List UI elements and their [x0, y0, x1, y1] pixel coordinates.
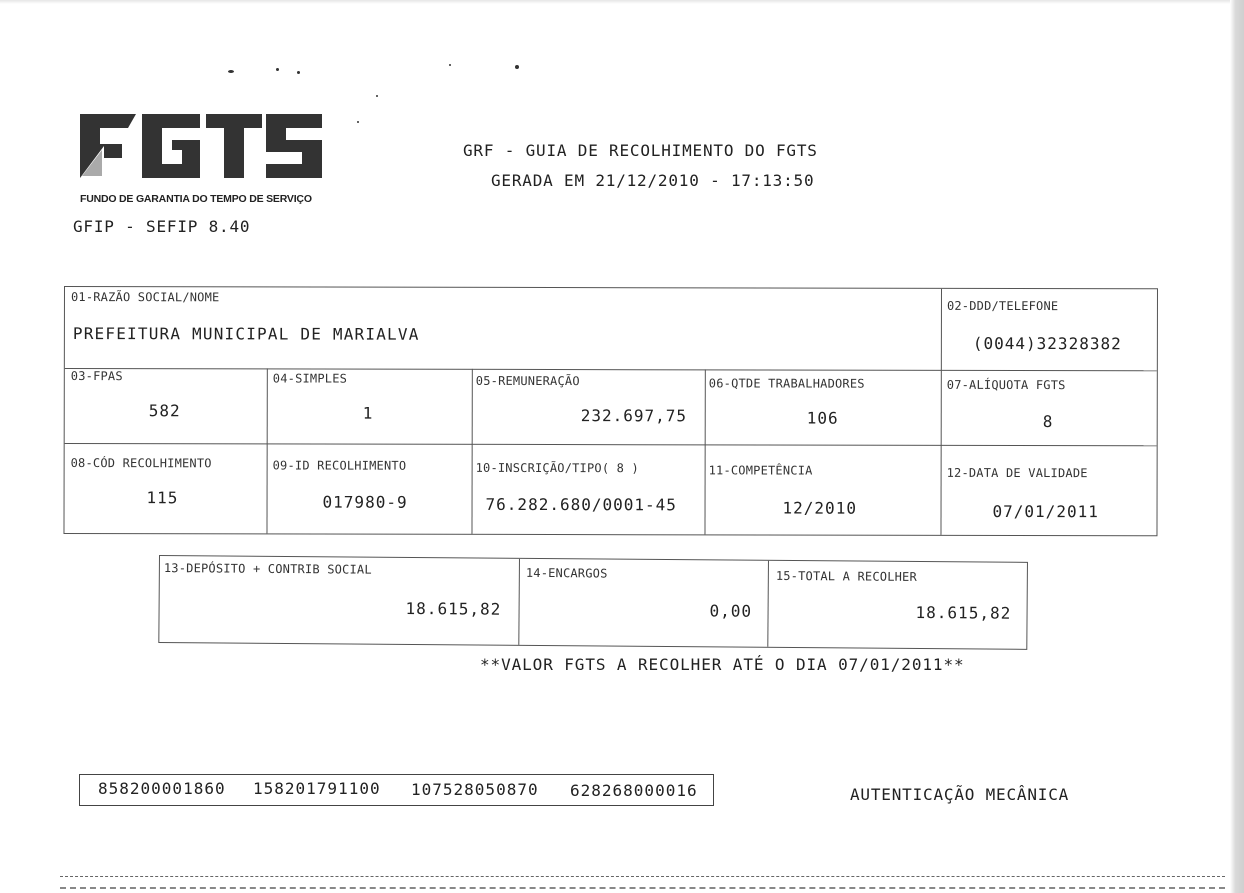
id-recolhimento-value: 017980-9 — [322, 492, 408, 512]
competencia-value: 12/2010 — [782, 498, 857, 518]
grid-rule — [471, 369, 472, 534]
inscricao-value: 76.282.680/0001-45 — [485, 494, 677, 515]
grid-rule — [704, 369, 705, 534]
telefone-label: 02-DDD/TELEFONE — [946, 298, 1059, 314]
grid-rule — [65, 368, 1157, 371]
razao-social-label: 01-RAZÃO SOCIAL/NOME — [70, 290, 220, 305]
barcode-block: 628268000016 — [570, 781, 698, 800]
cod-recolhimento-value: 115 — [146, 488, 179, 508]
totals-grid — [158, 555, 1028, 650]
grid-rule — [767, 561, 769, 647]
document-title: GRF - GUIA DE RECOLHIMENTO DO FGTS — [463, 141, 818, 160]
fpas-label: 03-FPAS — [70, 369, 123, 384]
qtde-trabalhadores-value: 106 — [806, 408, 839, 428]
due-date-notice: **VALOR FGTS A RECOLHER ATÉ O DIA 07/01/2011** — [480, 655, 965, 674]
deposito-value: 18.615,82 — [405, 598, 502, 619]
company-data-grid — [63, 286, 1158, 536]
aliquota-value: 8 — [1042, 412, 1054, 432]
inscricao-label: 10-INSCRIÇÃO/TIPO( 8 ) — [475, 460, 639, 476]
logo-subtitle: FUNDO DE GARANTIA DO TEMPO DE SERVIÇO — [80, 193, 312, 205]
scan-speck — [228, 70, 234, 73]
grid-rule — [518, 559, 520, 645]
data-validade-label: 12-DATA DE VALIDADE — [946, 465, 1088, 481]
generation-timestamp: GERADA EM 21/12/2010 - 17:13:50 — [491, 171, 815, 190]
fgts-logo — [78, 112, 328, 207]
fgts-wordmark — [78, 112, 328, 190]
aliquota-label: 07-ALÍQUOTA FGTS — [946, 377, 1066, 393]
grid-rule — [65, 443, 1157, 446]
simples-value: 1 — [362, 403, 374, 423]
scan-speck — [449, 64, 451, 66]
encargos-value: 0,00 — [709, 601, 753, 621]
grid-rule — [266, 368, 267, 533]
barcode-block: 158201791100 — [253, 779, 381, 798]
mechanical-authentication-label: AUTENTICAÇÃO MECÂNICA — [850, 785, 1070, 804]
cut-line — [60, 876, 1225, 877]
fpas-value: 582 — [148, 401, 181, 421]
qtde-trabalhadores-label: 06-QTDE TRABALHADORES — [708, 376, 865, 391]
data-validade-value: 07/01/2011 — [992, 501, 1099, 522]
encargos-label: 14-ENCARGOS — [525, 565, 608, 581]
barcode-digit-line — [79, 774, 714, 806]
barcode-block: 107528050870 — [411, 780, 539, 799]
scan-speck — [276, 68, 279, 71]
scan-page-edge — [1230, 0, 1244, 893]
scan-speck — [515, 65, 519, 69]
remuneracao-value: 232.697,75 — [580, 406, 688, 426]
scan-top-edge — [0, 0, 1244, 4]
competencia-label: 11-COMPETÊNCIA — [708, 463, 813, 478]
deposito-label: 13-DEPÓSITO + CONTRIB SOCIAL — [163, 561, 372, 577]
simples-label: 04-SIMPLES — [272, 371, 348, 386]
scan-speck — [376, 95, 378, 97]
scan-speck — [357, 121, 359, 123]
barcode-block: 858200001860 — [98, 779, 226, 798]
scan-speck — [297, 71, 300, 74]
remuneracao-label: 05-REMUNERAÇÃO — [475, 373, 580, 389]
cod-recolhimento-label: 08-CÓD RECOLHIMENTO — [70, 456, 212, 471]
id-recolhimento-label: 09-ID RECOLHIMENTO — [272, 458, 407, 473]
total-recolher-value: 18.615,82 — [915, 602, 1012, 623]
razao-social-value: PREFEITURA MUNICIPAL DE MARIALVA — [72, 324, 420, 344]
grid-rule — [940, 289, 942, 535]
software-version: GFIP - SEFIP 8.40 — [73, 217, 251, 236]
telefone-value: (0044)32328382 — [972, 333, 1122, 354]
total-recolher-label: 15-TOTAL A RECOLHER — [775, 568, 917, 584]
cut-line — [60, 887, 1225, 889]
